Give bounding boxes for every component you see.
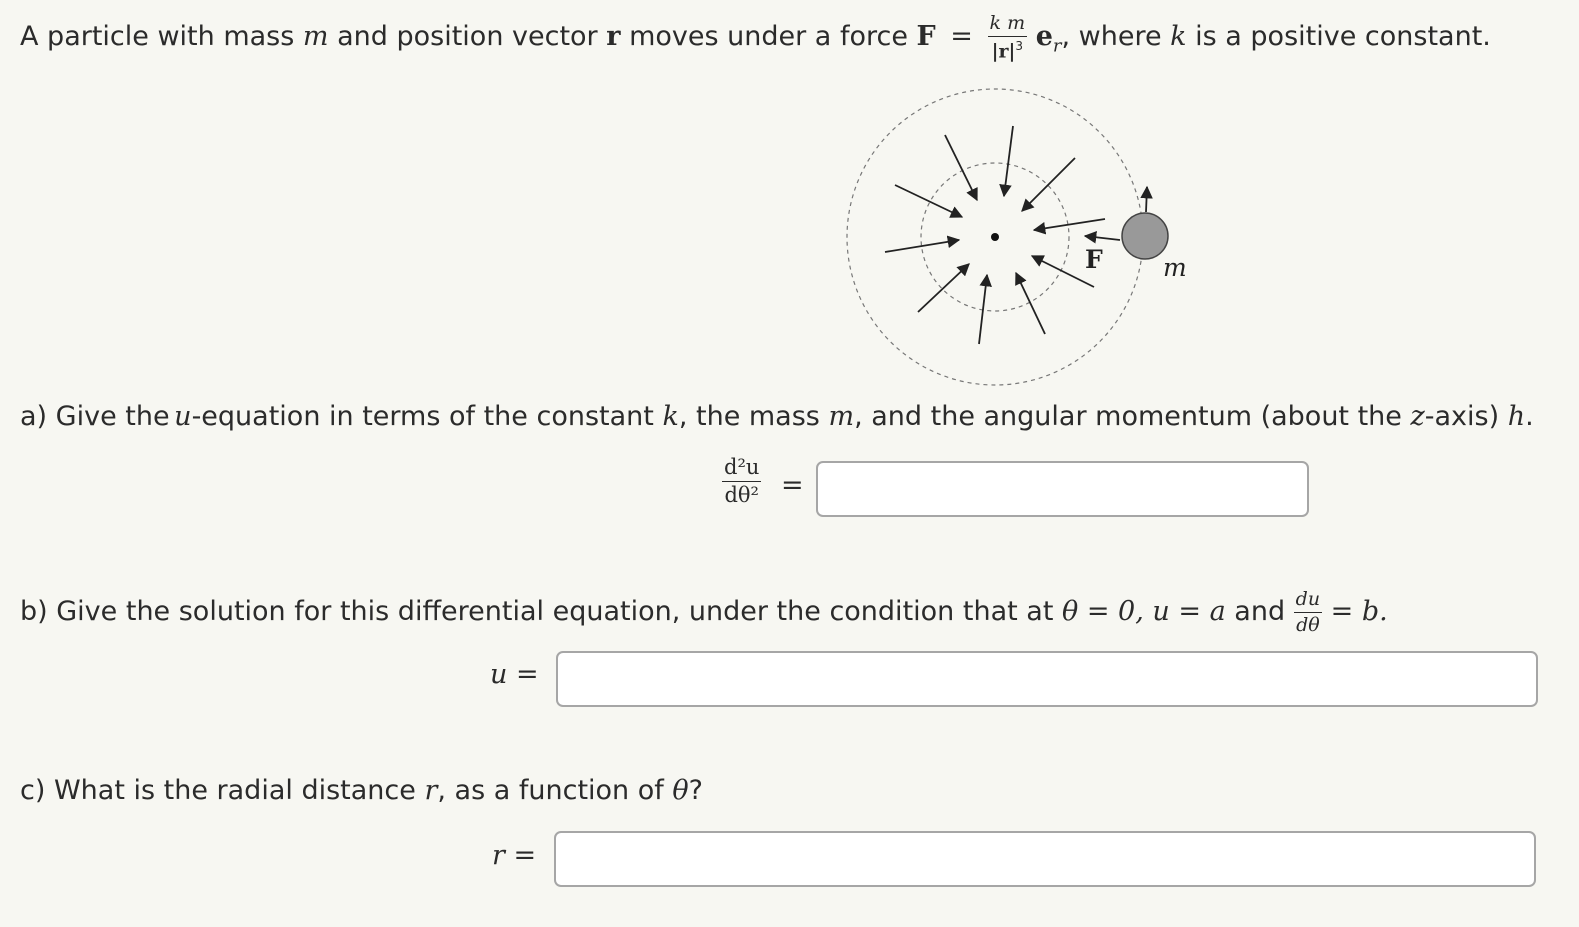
problem-statement: A particle with mass m and position vector r moves under a force F = $\frac{\text{k m}}{|r|^3}$ $e_r$, where k is a positive constant.: [20, 12, 1491, 63]
part-c-answer-input[interactable]: [554, 831, 1536, 887]
part-b-question: b) Give the solution for this differential equation, under the condition that at θ = 0, u = a and $\frac{du}{d\theta}$ = b.: [20, 588, 1388, 636]
force-arrows: [885, 126, 1147, 344]
part-a-answer-input[interactable]: [816, 461, 1309, 517]
particle-mass: [1122, 213, 1168, 259]
part-a-equals: =: [781, 470, 804, 501]
part-c-lhs: r =: [492, 840, 537, 871]
part-c-question: c) What is the radial distance r, as a function of θ?: [20, 775, 703, 806]
part-a-question: a) Give the u-equation in terms of the constant k, the mass m, and the angular momentum (about the z-axis) h.: [20, 401, 1534, 432]
part-b-lhs: u =: [490, 659, 539, 690]
center-point: [991, 233, 999, 241]
part-b-answer-input[interactable]: [556, 651, 1538, 707]
force-field-diagram: [830, 80, 1190, 400]
force-label: F: [1085, 245, 1103, 274]
part-a-lhs: $\frac{\text{d²u}}{\text{dθ²}}$: [724, 455, 760, 507]
force-fraction: $\frac{\text{k m}}{|r|^3}$: [989, 12, 1026, 63]
mass-label: m: [1163, 253, 1187, 282]
du-dtheta-fraction: $\frac{du}{d\theta}$: [1295, 588, 1321, 636]
